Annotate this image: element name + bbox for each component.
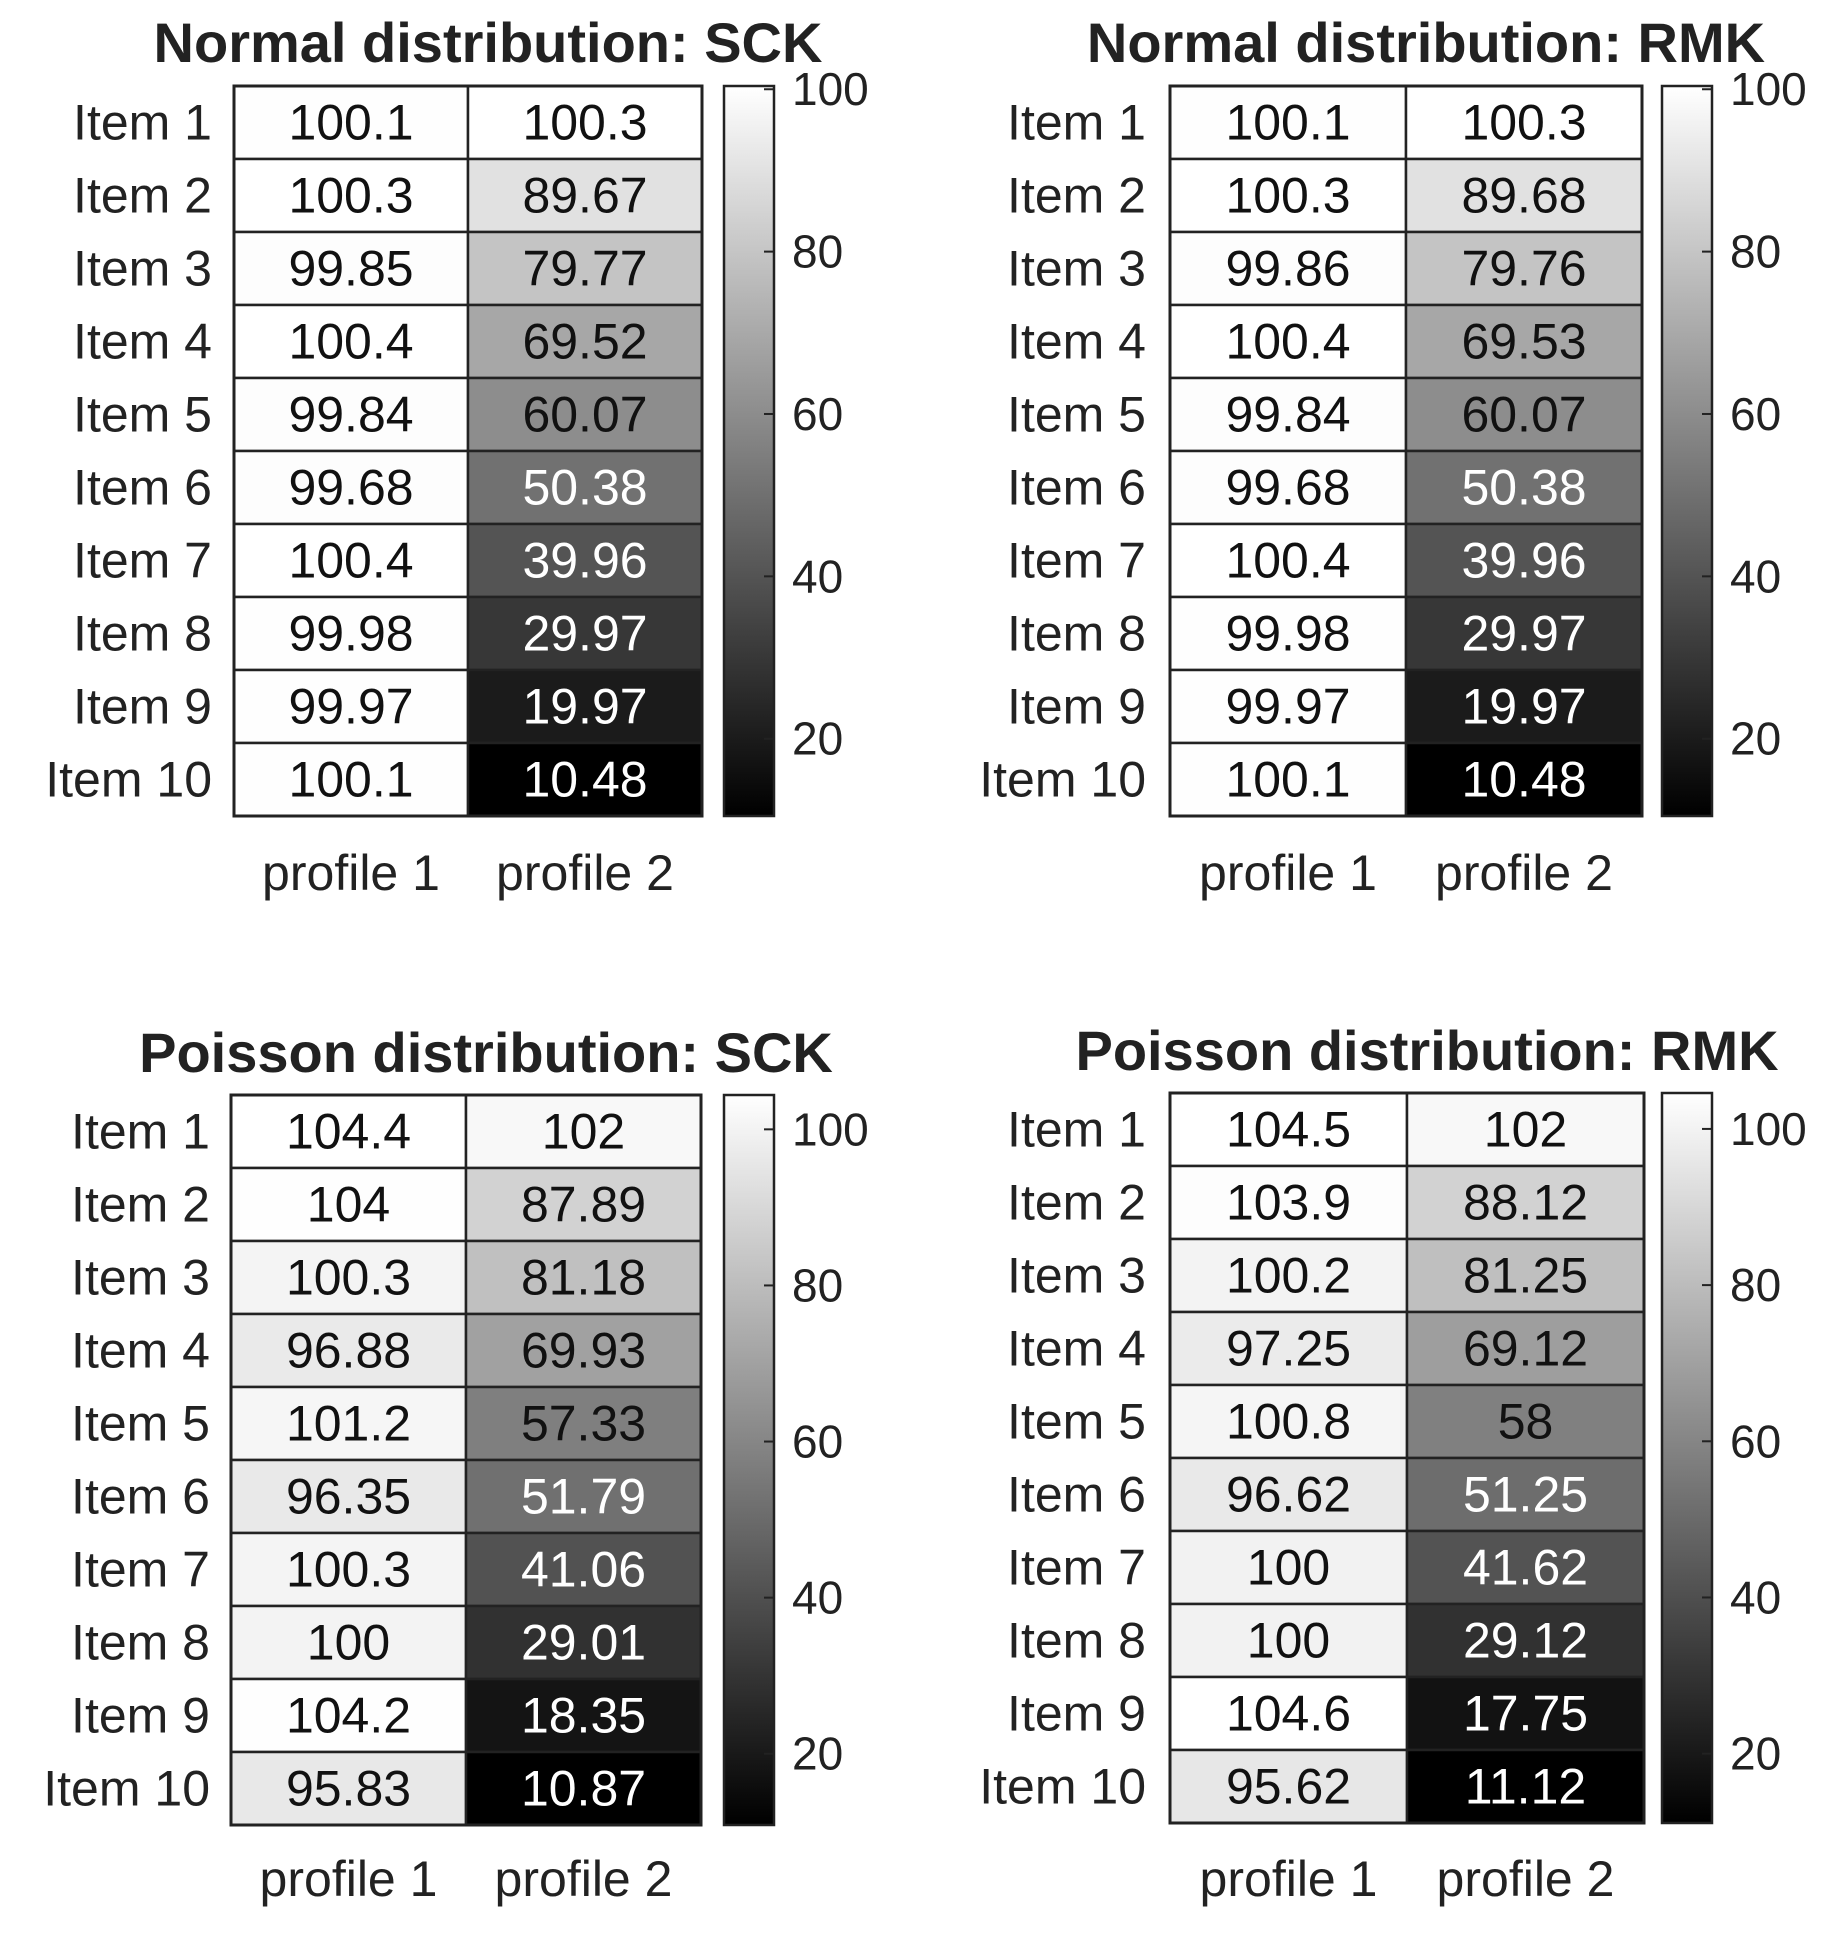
row-label-item-7: Item 7 <box>1007 532 1146 589</box>
cell-value-label: 41.06 <box>520 1541 647 1598</box>
cell-value-label: 100 <box>1246 1539 1331 1596</box>
cell-value-label: 60.07 <box>1461 386 1587 443</box>
row-label-item-10: Item 10 <box>43 1760 210 1817</box>
cell-value-label: 41.62 <box>1462 1539 1589 1596</box>
colorbar-tick-label: 80 <box>792 225 844 278</box>
colorbar-tick-label: 80 <box>1730 1259 1782 1312</box>
cell-value-label: 99.84 <box>1225 386 1351 443</box>
colorbar-tick-label: 60 <box>1730 387 1782 440</box>
row-label-item-4: Item 4 <box>1007 313 1146 370</box>
cell-value-label: 100.1 <box>1225 751 1351 808</box>
row-label-item-4: Item 4 <box>71 1322 210 1379</box>
cell-value-label: 100.2 <box>1225 1247 1352 1304</box>
row-label-item-8: Item 8 <box>71 1614 210 1671</box>
cell-value-label: 99.85 <box>288 240 414 297</box>
row-label-item-5: Item 5 <box>73 386 212 443</box>
row-label-item-3: Item 3 <box>71 1249 210 1306</box>
cell-value-label: 10.87 <box>520 1760 647 1817</box>
cell-value-label: 69.12 <box>1462 1320 1589 1377</box>
cell-value-label: 104.5 <box>1225 1101 1352 1158</box>
colorbar-tick-label: 40 <box>792 550 844 603</box>
cell-value-label: 101.2 <box>285 1395 412 1452</box>
row-label-item-6: Item 6 <box>71 1468 210 1525</box>
heatmap-panel-poisson-rmk <box>979 1019 1807 1907</box>
chart-title: Poisson distribution: SCK <box>139 1021 833 1084</box>
row-label-item-2: Item 2 <box>73 167 212 224</box>
cell-value-label: 99.97 <box>1225 678 1351 735</box>
cell-value-label: 100 <box>1246 1612 1331 1669</box>
chart-title: Normal distribution: RMK <box>1086 11 1766 74</box>
row-label-item-7: Item 7 <box>73 532 212 589</box>
row-label-item-3: Item 3 <box>1007 240 1146 297</box>
cell-value-label: 99.98 <box>1225 605 1351 662</box>
cell-value-label: 100.8 <box>1225 1393 1352 1450</box>
cell-value-label: 60.07 <box>522 386 648 443</box>
row-label-item-2: Item 2 <box>1007 1174 1146 1231</box>
column-label-profile-1: profile 1 <box>1199 845 1377 901</box>
row-label-item-4: Item 4 <box>73 313 212 370</box>
cell-value-label: 89.68 <box>1461 167 1587 224</box>
column-label-profile-2: profile 2 <box>1435 845 1613 901</box>
cell-value-label: 50.38 <box>1461 459 1587 516</box>
cell-value-label: 100.3 <box>285 1541 412 1598</box>
cell-value-label: 79.76 <box>1461 240 1587 297</box>
cell-value-label: 104.4 <box>285 1103 412 1160</box>
colorbar-tick-label: 60 <box>792 387 844 440</box>
row-label-item-3: Item 3 <box>73 240 212 297</box>
cell-value-label: 69.53 <box>1461 313 1587 370</box>
cell-value-label: 88.12 <box>1462 1174 1589 1231</box>
row-label-item-9: Item 9 <box>71 1687 210 1744</box>
row-label-item-1: Item 1 <box>73 94 212 151</box>
row-label-item-7: Item 7 <box>71 1541 210 1598</box>
cell-value-label: 95.62 <box>1225 1758 1352 1815</box>
colorbar-tick-label: 40 <box>792 1571 844 1624</box>
cell-value-label: 69.93 <box>520 1322 647 1379</box>
colorbar-tick-label: 60 <box>792 1415 844 1468</box>
colorbar <box>724 86 774 816</box>
cell-value-label: 96.88 <box>285 1322 412 1379</box>
cell-value-label: 100.4 <box>288 532 414 589</box>
row-label-item-5: Item 5 <box>1007 386 1146 443</box>
cell-value-label: 102 <box>541 1103 626 1160</box>
cell-value-label: 100.4 <box>288 313 414 370</box>
cell-value-label: 39.96 <box>1461 532 1587 589</box>
colorbar <box>1662 86 1712 816</box>
cell-value-label: 57.33 <box>520 1395 647 1452</box>
row-label-item-6: Item 6 <box>1007 459 1146 516</box>
cell-value-label: 100.3 <box>288 167 414 224</box>
row-label-item-10: Item 10 <box>979 751 1146 808</box>
cell-value-label: 87.89 <box>520 1176 647 1233</box>
colorbar-tick-label: 100 <box>792 63 869 116</box>
chart-title: Poisson distribution: RMK <box>1075 1019 1779 1082</box>
column-label-profile-1: profile 1 <box>1199 1851 1378 1907</box>
cell-value-label: 29.12 <box>1462 1612 1589 1669</box>
cell-value-label: 103.9 <box>1225 1174 1352 1231</box>
cell-value-label: 58 <box>1497 1393 1554 1450</box>
cell-value-label: 100.1 <box>1225 94 1351 151</box>
cell-value-label: 81.25 <box>1462 1247 1589 1304</box>
colorbar-tick-label: 40 <box>1730 1571 1782 1624</box>
cell-value-label: 104 <box>306 1176 391 1233</box>
cell-value-label: 99.68 <box>288 459 414 516</box>
cell-value-label: 99.97 <box>288 678 414 735</box>
row-label-item-8: Item 8 <box>1007 1612 1146 1669</box>
cell-value-label: 11.12 <box>1464 1758 1587 1815</box>
cell-value-label: 51.25 <box>1462 1466 1589 1523</box>
cell-value-label: 100.1 <box>288 94 414 151</box>
chart-title: Normal distribution: SCK <box>153 11 823 74</box>
cell-value-label: 18.35 <box>520 1687 647 1744</box>
cell-value-label: 104.6 <box>1225 1685 1352 1742</box>
heatmap-panel-poisson-sck <box>43 1021 869 1907</box>
cell-value-label: 81.18 <box>520 1249 647 1306</box>
heatmap-panel-normal-rmk <box>979 11 1807 901</box>
row-label-item-9: Item 9 <box>1007 678 1146 735</box>
colorbar-tick-label: 60 <box>1730 1415 1782 1468</box>
colorbar-tick-label: 80 <box>1730 225 1782 278</box>
row-label-item-3: Item 3 <box>1007 1247 1146 1304</box>
cell-value-label: 100.4 <box>1225 532 1351 589</box>
cell-value-label: 89.67 <box>522 167 648 224</box>
cell-value-label: 100.3 <box>522 94 648 151</box>
cell-value-label: 100.3 <box>1225 167 1351 224</box>
row-label-item-6: Item 6 <box>73 459 212 516</box>
colorbar-tick-label: 20 <box>792 712 844 765</box>
cell-value-label: 100.4 <box>1225 313 1351 370</box>
row-label-item-9: Item 9 <box>73 678 212 735</box>
cell-value-label: 29.97 <box>1461 605 1587 662</box>
row-label-item-2: Item 2 <box>71 1176 210 1233</box>
cell-value-label: 99.98 <box>288 605 414 662</box>
column-label-profile-2: profile 2 <box>494 1851 673 1907</box>
column-label-profile-2: profile 2 <box>1436 1851 1615 1907</box>
cell-value-label: 10.48 <box>522 751 648 808</box>
cell-value-label: 100.3 <box>1461 94 1587 151</box>
colorbar <box>1662 1093 1712 1823</box>
cell-value-label: 19.97 <box>522 678 648 735</box>
column-label-profile-2: profile 2 <box>496 845 674 901</box>
row-label-item-1: Item 1 <box>1007 94 1146 151</box>
cell-value-label: 29.01 <box>520 1614 647 1671</box>
cell-value-label: 29.97 <box>522 605 648 662</box>
colorbar-tick-label: 20 <box>792 1727 844 1780</box>
heatmap-panel-normal-sck <box>45 11 869 901</box>
colorbar-tick-label: 80 <box>792 1259 844 1312</box>
row-label-item-10: Item 10 <box>45 751 212 808</box>
cell-value-label: 97.25 <box>1225 1320 1352 1377</box>
cell-value-label: 95.83 <box>285 1760 412 1817</box>
row-label-item-5: Item 5 <box>1007 1393 1146 1450</box>
row-label-item-1: Item 1 <box>1007 1101 1146 1158</box>
cell-value-label: 79.77 <box>522 240 648 297</box>
row-label-item-4: Item 4 <box>1007 1320 1146 1377</box>
cell-value-label: 102 <box>1483 1101 1568 1158</box>
row-label-item-6: Item 6 <box>1007 1466 1146 1523</box>
colorbar-tick-label: 40 <box>1730 550 1782 603</box>
colorbar-tick-label: 100 <box>1730 1102 1807 1155</box>
cell-value-label: 50.38 <box>522 459 648 516</box>
cell-value-label: 99.84 <box>288 386 414 443</box>
row-label-item-5: Item 5 <box>71 1395 210 1452</box>
colorbar-tick-label: 20 <box>1730 1727 1782 1780</box>
cell-value-label: 104.2 <box>285 1687 412 1744</box>
row-label-item-7: Item 7 <box>1007 1539 1146 1596</box>
colorbar-tick-label: 20 <box>1730 712 1782 765</box>
cell-value-label: 10.48 <box>1461 751 1587 808</box>
row-label-item-9: Item 9 <box>1007 1685 1146 1742</box>
row-label-item-2: Item 2 <box>1007 167 1146 224</box>
cell-value-label: 100.3 <box>285 1249 412 1306</box>
cell-value-label: 99.68 <box>1225 459 1351 516</box>
row-label-item-8: Item 8 <box>1007 605 1146 662</box>
row-label-item-8: Item 8 <box>73 605 212 662</box>
cell-value-label: 100 <box>306 1614 391 1671</box>
cell-value-label: 99.86 <box>1225 240 1351 297</box>
cell-value-label: 69.52 <box>522 313 648 370</box>
cell-value-label: 39.96 <box>522 532 648 589</box>
cell-value-label: 100.1 <box>288 751 414 808</box>
cell-value-label: 96.35 <box>285 1468 412 1525</box>
column-label-profile-1: profile 1 <box>259 1851 438 1907</box>
colorbar <box>724 1095 774 1825</box>
cell-value-label: 51.79 <box>520 1468 647 1525</box>
row-label-item-1: Item 1 <box>71 1103 210 1160</box>
cell-value-label: 19.97 <box>1461 678 1587 735</box>
colorbar-tick-label: 100 <box>1730 63 1807 116</box>
colorbar-tick-label: 100 <box>792 1103 869 1156</box>
cell-value-label: 96.62 <box>1225 1466 1352 1523</box>
column-label-profile-1: profile 1 <box>262 845 440 901</box>
row-label-item-10: Item 10 <box>979 1758 1146 1815</box>
cell-value-label: 17.75 <box>1462 1685 1589 1742</box>
